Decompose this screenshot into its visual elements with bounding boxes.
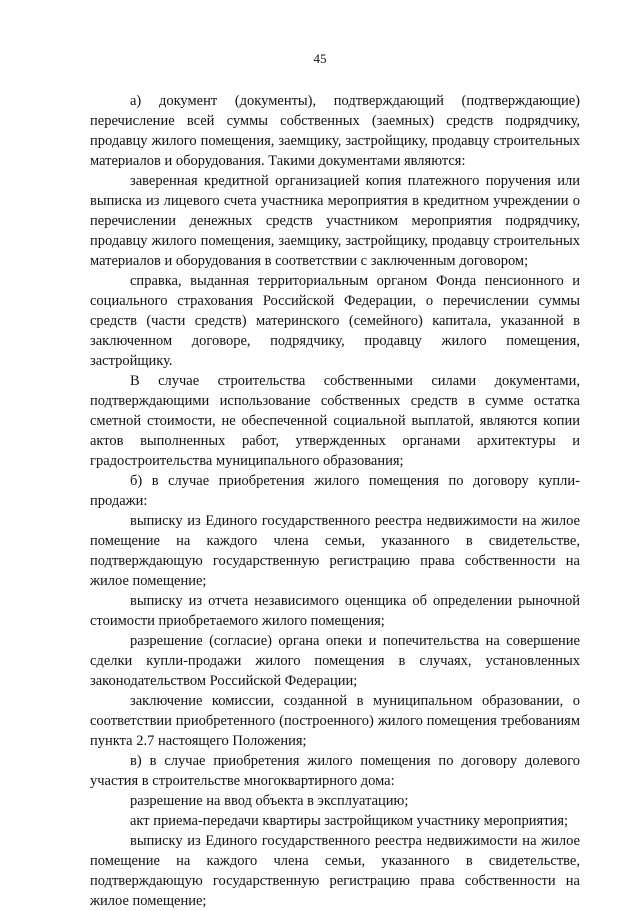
paragraph-commission-conclusion: заключение комиссии, созданной в муниципальном образовании, о соответствии приобретенного (построенного) жилого помещения требованиям пункта 2.7 настоящего Положения;	[90, 693, 580, 749]
paragraph-registry-extract-2: выписку из Единого государственного реестра недвижимости на жилое помещение на каждого члена семьи, указанного в свидетельстве, подтверждающую государственную регистрацию права собственности на жилое помещение;	[90, 833, 580, 909]
paragraph-v-shared-construction: в) в случае приобретения жилого помещения по договору долевого участия в строительстве многоквартирного дома:	[90, 753, 580, 789]
paragraph-pension-fund-certificate: справка, выданная территориальным органом Фонда пенсионного и социального страхования Российской Федерации, о перечислении суммы средств (части средств) материнского (семейного) капитала, указанной в заключенном договоре, подрядчику, продавцу жилого помещения, застройщику.	[90, 273, 580, 369]
paragraph-registry-extract: выписку из Единого государственного реестра недвижимости на жилое помещение на каждого члена семьи, указанного в свидетельстве, подтверждающую государственную регистрацию права собственности на жилое помещение;	[90, 513, 580, 589]
document-body	[90, 91, 580, 911]
paragraph-guardianship-permission: разрешение (согласие) органа опеки и попечительства на совершение сделки купли-продажи жилого помещения в случаях, установленных законодательством Российской Федерации;	[90, 633, 580, 689]
paragraph-appraiser-report: выписку из отчета независимого оценщика об определении рыночной стоимости приобретаемого жилого помещения;	[90, 593, 580, 629]
page-number: 45	[313, 51, 327, 66]
paragraph-transfer-act: акт приема-передачи квартиры застройщиком участнику мероприятия;	[130, 813, 569, 829]
paragraph-commissioning-permit: разрешение на ввод объекта в эксплуатацию;	[130, 793, 409, 809]
paragraph-own-construction: В случае строительства собственными силами документами, подтверждающими использование собственных средств в сумме остатка сметной стоимости, не обеспеченной социальной выплатой, являются копии актов выполненных работ, утвержденных органами архитектуры и градостроительства муниципального образования;	[90, 373, 580, 469]
paragraph-payment-order: заверенная кредитной организацией копия платежного поручения или выписка из лицевого счета участника мероприятия в кредитном учреждении о перечислении денежных средств участником мероприятия подрядчику, продавцу жилого помещения, заемщику, застройщику, продавцу строительных материалов и оборудования в соответствии с заключенным договором;	[90, 173, 580, 269]
paragraph-b-purchase: б) в случае приобретения жилого помещения по договору купли-продажи:	[90, 473, 580, 509]
paragraph-a-documents: а) документ (документы), подтверждающий (подтверждающие) перечисление всей суммы собственных (заемных) средств подрядчику, продавцу жилого помещения, заемщику, застройщику, продавцу строительных материалов и оборудования. Такими документами являются:	[90, 93, 580, 169]
